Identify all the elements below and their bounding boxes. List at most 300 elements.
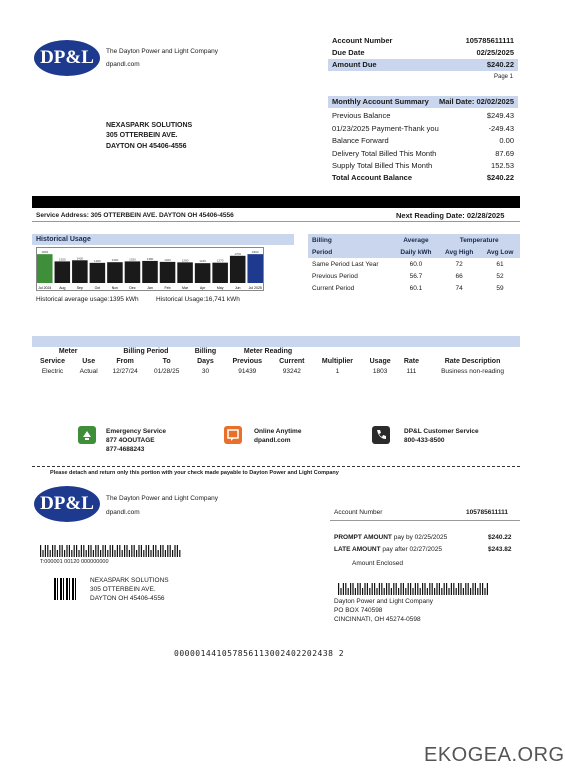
online-title: Online Anytime (254, 428, 302, 435)
temperature-sub-daily-kwh: Daily kWh (394, 246, 439, 258)
barcode-bar (95, 545, 96, 557)
summary-total-label: Total Account Balance (332, 173, 413, 182)
barcode-bar (345, 583, 346, 595)
barcode-bar (52, 545, 53, 557)
barcode-bar (412, 588, 413, 595)
barcode-bar (460, 583, 461, 595)
barcode-bar (131, 545, 132, 557)
temperature-row (308, 270, 520, 282)
barcode-bar (458, 583, 459, 595)
temperature-header-row (308, 234, 520, 246)
amount-due-label: Amount Due (332, 60, 377, 69)
meter-table (32, 346, 520, 376)
barcode-bar (59, 545, 60, 557)
barcode-bar (74, 545, 75, 557)
summary-row-value: 87.69 (495, 148, 514, 158)
usage-bar (247, 254, 263, 283)
page-number: Page 1 (494, 74, 514, 80)
historical-usage-header: Historical Usage (32, 234, 294, 245)
barcode-bar (54, 545, 55, 557)
temperature-cell: 60.0 (409, 260, 423, 268)
summary-row-value: -249.43 (488, 123, 514, 133)
late-amount-line (334, 546, 442, 553)
online-link[interactable]: dpandl.com (254, 437, 291, 444)
usage-bar (195, 263, 211, 283)
usage-bar (107, 262, 123, 283)
usage-bar-value: 1350 (129, 257, 136, 262)
barcode-bar (400, 583, 401, 595)
barcode-bar (427, 588, 428, 595)
historical-usage-chart (36, 247, 264, 291)
company-name: The Dayton Power and Light Company (106, 48, 219, 55)
due-date-row (328, 47, 518, 59)
temperature-cell: Current Period (312, 284, 355, 292)
barcode-bar (146, 545, 147, 557)
usage-bar-value: 1803 (41, 250, 49, 255)
barcode-bar (105, 545, 106, 557)
barcode-bar (138, 545, 139, 557)
usage-bar (230, 256, 246, 283)
barcode-bar (444, 583, 445, 595)
summary-total-value: $240.22 (486, 173, 514, 182)
meter-header-cell: Multiplier (321, 357, 354, 365)
stub-company-website[interactable]: dpandl.com (106, 509, 140, 516)
barcode-bar (432, 583, 433, 595)
barcode-bar (465, 583, 466, 595)
usage-bar-value: 1290 (181, 258, 189, 263)
temperature-subheader-row (308, 246, 520, 258)
usage-bar-value: 1350 (58, 257, 66, 262)
barcode-bar (487, 583, 488, 595)
meter-data-cell: Actual (79, 367, 98, 375)
barcode-bar (439, 583, 440, 595)
barcode-bar (174, 545, 175, 557)
stub-company-name: The Dayton Power and Light Company (106, 495, 219, 502)
account-number-label: Account Number (332, 36, 393, 45)
service-rule (32, 221, 520, 222)
company-logo: DP&L (34, 40, 100, 76)
barcode-bar (100, 550, 101, 557)
meter-header-cell: Use (82, 357, 96, 365)
usage-bar-value: 1260 (94, 258, 101, 263)
account-number-value: 105785611111 (465, 36, 514, 45)
barcode-bar (417, 583, 418, 595)
barcode-bar (441, 588, 442, 595)
barcode-bar (112, 545, 113, 557)
barcode-bar (107, 550, 108, 557)
customer-name: NEXASPARK SOLUTIONS (106, 122, 193, 129)
meter-data-cell: 30 (201, 367, 210, 375)
usage-bar (212, 263, 228, 283)
barcode-bar (40, 545, 41, 557)
phone-icon (372, 426, 390, 444)
barcode-bar (348, 588, 349, 595)
usage-bar-value: 1380 (146, 256, 154, 261)
usage-bar (160, 262, 176, 283)
barcode-bar (162, 545, 163, 557)
stub-account-label: Account Number (334, 509, 383, 516)
barcode-bar (367, 583, 368, 595)
summary-row-label: Delivery Total Billed This Month (332, 148, 437, 158)
emergency-line2[interactable]: 877-4688243 (106, 446, 145, 453)
barcode-bar (398, 588, 399, 595)
temperature-row (308, 258, 520, 270)
barcode-bar (372, 583, 373, 595)
barcode-bar (126, 545, 127, 557)
barcode-bar (451, 583, 452, 595)
barcode-bar (453, 583, 454, 595)
stub-customer-name: NEXASPARK SOLUTIONS (90, 577, 169, 584)
meter-data-cell: 01/28/25 (154, 367, 180, 375)
temperature-table (308, 234, 520, 294)
barcode-bar (170, 545, 171, 557)
temperature-sub-avg-high: Avg High (438, 246, 480, 258)
barcode-bar (114, 550, 115, 557)
barcode-bar (429, 583, 430, 595)
historical-total: Historical Usage:16,741 kWh (156, 296, 240, 303)
remit-name: Dayton Power and Light Company (334, 598, 434, 605)
next-reading-date: Next Reading Date: 02/28/2025 (396, 211, 505, 220)
barcode-bar (364, 583, 365, 595)
stub-account-number: 105785611111 (466, 509, 508, 516)
barcode-bar (160, 545, 161, 557)
barcode-bar (148, 545, 149, 557)
summary-row-label: Supply Total Billed This Month (332, 161, 433, 170)
barcode-bar (167, 545, 168, 557)
usage-bar (72, 260, 88, 283)
barcode-bar (134, 545, 135, 557)
detach-note: Please detach and return only this portion with your check made payable to Dayton Power and Light Company (50, 470, 339, 476)
usage-bar-value: 1320 (164, 257, 171, 262)
prompt-value: $240.22 (488, 534, 512, 541)
usage-bar (142, 261, 158, 283)
usage-bar-value: 1420 (76, 256, 84, 261)
barcode-bar (374, 583, 375, 595)
barcode-bar (456, 588, 457, 595)
barcode-bar (129, 550, 130, 557)
usage-bar (177, 262, 193, 283)
company-website[interactable]: dpandl.com (106, 61, 140, 68)
postal-barcode (40, 545, 180, 557)
barcode-bar (415, 583, 416, 595)
temperature-cell: 52 (496, 272, 504, 280)
usage-bar (55, 261, 71, 283)
barcode-bar (340, 588, 341, 595)
summary-row-value: $249.43 (486, 111, 514, 120)
usage-bar-category: Jun (234, 286, 241, 290)
barcode-bar (90, 545, 91, 557)
meter-header-cell: From (116, 357, 134, 365)
barcode-bar (45, 545, 46, 557)
prompt-text: pay by 02/25/2025 (393, 534, 448, 541)
meter-group-billing: Billing (194, 347, 217, 355)
prompt-amount-line (334, 534, 447, 541)
barcode-bar (117, 545, 118, 557)
remit-city: CINCINNATI, OH 45274-0598 (334, 616, 421, 623)
barcode-bar (384, 588, 385, 595)
meter-header-cell: Service (40, 357, 65, 365)
temperature-cell: 72 (455, 260, 463, 268)
usage-bar-category: Nov (111, 286, 119, 290)
barcode-bar (376, 588, 377, 595)
barcode-bar (57, 550, 58, 557)
usage-bar-value: 1803 (251, 250, 259, 255)
due-date-label: Due Date (332, 48, 365, 57)
summary-row (328, 160, 518, 172)
meter-data-cell: 111 (406, 367, 417, 375)
summary-row (328, 148, 518, 160)
barcode-bar (484, 588, 485, 595)
barcode-bar (78, 550, 79, 557)
barcode-bar (64, 550, 65, 557)
meter-header-cell: Rate Description (444, 357, 501, 365)
barcode-bar (410, 583, 411, 595)
barcode-bar (62, 545, 63, 557)
emergency-title: Emergency Service (106, 428, 166, 435)
barcode-bar (475, 583, 476, 595)
barcode-bar (352, 583, 353, 595)
meter-data-cell: 12/27/24 (112, 367, 138, 375)
summary-mail-date: Mail Date: 02/02/2025 (438, 97, 514, 106)
temperature-cell: 66 (455, 272, 463, 280)
usage-bar-category: Aug (59, 286, 66, 290)
barcode-bar (136, 550, 137, 557)
barcode-bar (83, 545, 84, 557)
barcode-bar (150, 550, 151, 557)
usage-bar-category: Jul 2024 (38, 286, 52, 290)
barcode-bar (47, 545, 48, 557)
summary-row-value: 152.53 (491, 161, 514, 170)
barcode-bar (69, 545, 70, 557)
prompt-label: PROMPT AMOUNT (334, 534, 392, 541)
barcode-bar (179, 550, 180, 557)
barcode-bar (424, 583, 425, 595)
barcode-bar (350, 583, 351, 595)
usage-bar (125, 261, 141, 283)
barcode-bar (66, 545, 67, 557)
barcode-bar (446, 583, 447, 595)
barcode-bar (434, 588, 435, 595)
service-address: Service Address: 305 OTTERBEIN AVE. DAYTON OH 45406-4556 (36, 212, 234, 219)
barcode-bar (391, 588, 392, 595)
scan-code: T:000001 00120 000000000 (40, 559, 109, 565)
barcode-bar (141, 545, 142, 557)
temperature-cell: 59 (496, 284, 504, 292)
barcode-bar (408, 583, 409, 595)
barcode-bar (93, 550, 94, 557)
barcode-bar (393, 583, 394, 595)
late-label: LATE AMOUNT (334, 546, 381, 553)
usage-bar-category: Jan (147, 286, 153, 290)
barcode-bar (338, 583, 339, 595)
summary-row (328, 110, 518, 122)
barcode-bar (477, 588, 478, 595)
barcode-bar (362, 588, 363, 595)
barcode-bar (42, 550, 43, 557)
meter-data-cell: 91439 (238, 367, 257, 375)
barcode-bar (448, 588, 449, 595)
late-value: $243.82 (488, 546, 512, 553)
barcode-bar (343, 583, 344, 595)
summary-title: Monthly Account Summary (332, 97, 429, 106)
meter-group-header-row (32, 346, 520, 356)
barcode-bar (422, 583, 423, 595)
temperature-cell: Same Period Last Year (312, 260, 379, 268)
summary-header (328, 96, 518, 108)
barcode-bar (158, 550, 159, 557)
barcode-bar (355, 588, 356, 595)
historical-average: Historical average usage:1395 kWh (36, 296, 139, 303)
temperature-cell: 74 (455, 284, 463, 292)
section-divider-bar (32, 196, 520, 208)
customer-service-phone[interactable]: 800-433-8500 (404, 437, 445, 444)
temperature-header-temperature: Temperature (438, 234, 520, 246)
ocr-scan-line: 000001441057856113002402202438 2 (174, 649, 345, 658)
stub-customer-address1: 305 OTTERBEIN AVE. (90, 586, 156, 593)
barcode-bar (388, 583, 389, 595)
meter-group-billing-period: Billing Period (123, 347, 169, 355)
barcode-bar (405, 588, 406, 595)
usage-bar-category: Dec (129, 286, 136, 290)
barcode-bar (357, 583, 358, 595)
barcode-bar (119, 545, 120, 557)
usage-bar (37, 254, 53, 283)
usage-bar-value: 1700 (234, 251, 242, 256)
barcode-bar (381, 583, 382, 595)
meter-header-cell: Current (279, 357, 305, 365)
barcode-bar (122, 550, 123, 557)
remit-barcode (338, 583, 488, 595)
meter-group-meter: Meter (58, 347, 78, 355)
barcode-bar (71, 550, 72, 557)
barcode-bar (177, 545, 178, 557)
barcode-bar (436, 583, 437, 595)
summary-row (328, 123, 518, 135)
meter-group-meter-reading: Meter Reading (243, 347, 293, 355)
stub-rule (330, 520, 520, 521)
barcode-bar (81, 545, 82, 557)
barcode-bar (88, 545, 89, 557)
meter-header-cell: Rate (403, 357, 420, 365)
usage-bar-value: 1270 (216, 258, 224, 263)
temperature-header-average: Average (394, 234, 439, 246)
meter-data-row (32, 366, 520, 376)
barcode-bar (76, 545, 77, 557)
barcode-bar (110, 545, 111, 557)
customer-address1: 305 OTTERBEIN AVE. (106, 132, 178, 139)
barcode-bar (143, 550, 144, 557)
barcode-bar (172, 550, 173, 557)
usage-bar-category: Jul 2025 (248, 286, 262, 290)
temperature-header-billing: Billing (308, 234, 394, 246)
summary-row-label: Balance Forward (332, 136, 389, 145)
meter-header-row (32, 356, 520, 366)
meter-header-cell: Days (197, 357, 214, 365)
barcode-bar (50, 550, 51, 557)
summary-row (328, 135, 518, 147)
usage-bar-category: Feb (164, 286, 171, 290)
barcode-bar (165, 550, 166, 557)
barcode-bar (480, 583, 481, 595)
watermark: EKOGEA.ORG (424, 744, 565, 766)
barcode-bar (463, 588, 464, 595)
meter-header-cell: Previous (232, 357, 263, 365)
usage-bar-value: 1240 (199, 259, 206, 264)
usage-bar-category: Oct (94, 286, 101, 290)
temperature-cell: 56.7 (409, 272, 423, 280)
barcode-bar (386, 583, 387, 595)
usage-bar (90, 263, 106, 283)
barcode-bar (124, 545, 125, 557)
barcode-bar (472, 583, 473, 595)
temperature-sub-period: Period (308, 246, 394, 258)
barcode-bar (155, 545, 156, 557)
stub-customer-address2: DAYTON OH 45406-4556 (90, 595, 165, 602)
temperature-cell: 61 (496, 260, 504, 268)
barcode-bar (369, 588, 370, 595)
barcode-bar (86, 550, 87, 557)
qr-code (54, 578, 76, 600)
barcode-bar (470, 588, 471, 595)
summary-total-row (328, 172, 518, 184)
remit-box: PO BOX 740598 (334, 607, 383, 614)
usage-bar-category: Mar (182, 286, 189, 290)
temperature-row (308, 282, 520, 294)
barcode-bar (403, 583, 404, 595)
meter-data-cell: Electric (41, 367, 64, 375)
meter-data-cell: Business non-reading (441, 367, 504, 375)
detach-line (32, 466, 520, 467)
barcode-bar (153, 545, 154, 557)
usage-bar-category: May (216, 286, 224, 290)
temperature-cell: 60.1 (409, 284, 423, 292)
meter-header-cell: Usage (369, 357, 391, 365)
meter-data-cell: 1 (335, 367, 340, 375)
amount-due-row (328, 59, 518, 71)
summary-row-value: 0.00 (499, 136, 514, 145)
meter-group-blank (313, 346, 520, 356)
usage-bar-category: Apr (199, 286, 206, 290)
emergency-line1[interactable]: 877 4OOUTAGE (106, 437, 155, 444)
summary-row-label: 01/23/2025 Payment-Thank you (332, 123, 439, 133)
barcode-bar (98, 545, 99, 557)
due-date-value: 02/25/2025 (476, 48, 514, 57)
barcode-bar (482, 583, 483, 595)
late-text: pay after 02/27/2025 (382, 546, 443, 553)
account-number-row (328, 35, 518, 47)
barcode-bar (360, 583, 361, 595)
customer-address2: DAYTON OH 45406-4556 (106, 143, 187, 150)
amount-due-value: $240.22 (486, 60, 514, 69)
stub-logo: DP&L (34, 486, 100, 522)
temperature-sub-avg-low: Avg Low (480, 246, 520, 258)
barcode-bar (396, 583, 397, 595)
amount-enclosed: Amount Enclosed (352, 560, 403, 567)
barcode-bar (468, 583, 469, 595)
meter-data-cell: 1803 (372, 367, 388, 375)
temperature-cell: Previous Period (312, 272, 358, 280)
emergency-icon (78, 426, 96, 444)
barcode-bar (420, 588, 421, 595)
online-icon (224, 426, 242, 444)
barcode-bar (379, 583, 380, 595)
meter-data-cell: 93242 (282, 367, 301, 375)
customer-service-title: DP&L Customer Service (404, 428, 479, 435)
usage-bar-category: Sep (76, 286, 83, 290)
barcode-bar (102, 545, 103, 557)
summary-row-label: Previous Balance (332, 111, 391, 120)
usage-bar-value: 1300 (111, 258, 119, 263)
